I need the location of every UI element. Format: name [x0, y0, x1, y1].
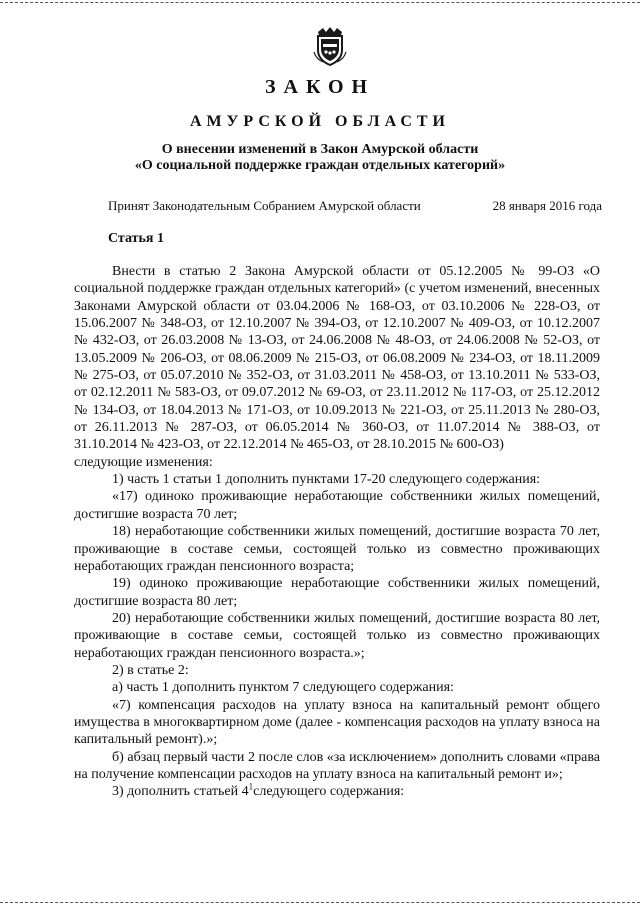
paragraph-sub-a: а) часть 1 дополнить пунктом 7 следующего содержания:	[112, 680, 454, 696]
paragraph-point-19: 19) одиноко проживающие неработающие собственники жилых помещений, достигшие возраста 80 лет;	[74, 576, 600, 609]
coat-of-arms-icon	[313, 26, 347, 66]
scan-edge-bottom	[0, 902, 640, 903]
item-3-text: 3) дополнить статьей 4	[112, 784, 249, 800]
adopted-by: Принят Законодательным Собранием Амурской области	[108, 198, 421, 213]
subject-line-2: «О социальной поддержке граждан отдельных категорий»	[134, 158, 506, 173]
scan-edge-top	[0, 2, 640, 3]
paragraph-intro: Внести в статью 2 Закона Амурской области от 05.12.2005 № 99-ОЗ «О социальной поддержке граждан отдельных категорий» (с учетом изменений, внесенных Законами Амурской области от 03.04.2006 № 168-ОЗ, от 03.10.2006 № 228-ОЗ, от 15.06.2007 № 348-ОЗ, от 12.10.2007 № 394-ОЗ, от 12.10.2007 № 409-ОЗ, от 10.12.2007 № 432-ОЗ, от 26.03.2008 № 13-ОЗ, от 24.06.2008 № 48-ОЗ, от 24.06.2008 № 52-ОЗ, от 13.05.2009 № 206-ОЗ, от 08.06.2009 № 215-ОЗ, от 06.08.2009 № 234-ОЗ, от 18.11.2009 № 275-ОЗ, от 05.07.2010 № 352-ОЗ, от 31.03.2011 № 458-ОЗ, от 13.10.2011 № 533-ОЗ, от 02.12.2011 № 583-ОЗ, от 09.07.2012 № 69-ОЗ, от 23.11.2012 № 117-ОЗ, от 25.12.2012 № 134-ОЗ, от 18.04.2013 № 171-ОЗ, от 10.09.2013 № 221-ОЗ, от 25.11.2013 № 280-ОЗ, от 26.11.2013 № 287-ОЗ, от 06.05.2014 № 360-ОЗ, от 11.07.2014 № 388-ОЗ, от 31.10.2014 № 423-ОЗ, от 22.12.2014 № 465-ОЗ, от 28.10.2015 № 600-ОЗ)	[74, 264, 600, 453]
paragraph-item-3	[74, 783, 600, 800]
item-3-tail: следующего содержания:	[253, 784, 405, 800]
article-heading: Статья 1	[108, 231, 164, 246]
adopted-date: 28 января 2016 года	[492, 198, 602, 213]
paragraph-sub-b: б) абзац первый части 2 после слов «за исключением» дополнить словами «права на получение компенсации расходов на уплату взноса на капитальный ремонт и»;	[74, 749, 600, 782]
adoption-info	[108, 198, 602, 214]
paragraph-item-1: 1) часть 1 статьи 1 дополнить пунктами 17-20 следующего содержания:	[112, 472, 541, 488]
article-body	[74, 263, 600, 801]
law-subject	[0, 142, 640, 174]
paragraph-point-17: «17) одиноко проживающие неработающие собственники жилых помещений, достигшие возраста 70 лет;	[74, 489, 600, 522]
paragraph-changes-lead: следующие изменения:	[74, 454, 213, 470]
article-superscript: 1	[248, 781, 254, 792]
paragraph-point-18: 18) неработающие собственники жилых помещений, достигшие возраста 70 лет, проживающие в составе семьи, состоящей только из совместно проживающих неработающих граждан пенсионного возраста;	[74, 524, 600, 574]
paragraph-item-2: 2) в статье 2:	[112, 662, 189, 678]
paragraph-point-7: «7) компенсация расходов на уплату взноса на капитальный ремонт общего имущества в многоквартирном доме (далее - компенсация расходов на уплату взноса на капитальный ремонт).»;	[74, 697, 600, 748]
region-title: АМУРСКОЙ ОБЛАСТИ	[190, 113, 450, 130]
paragraph-point-20: 20) неработающие собственники жилых помещений, достигшие возраста 80 лет, проживающие в составе семьи, состоящей только из совместно проживающих неработающих граждан пенсионного возраста.»;	[74, 610, 600, 661]
subject-line-1: О внесении изменений в Закон Амурской области	[161, 142, 479, 157]
law-title: ЗАКОН	[264, 76, 376, 98]
